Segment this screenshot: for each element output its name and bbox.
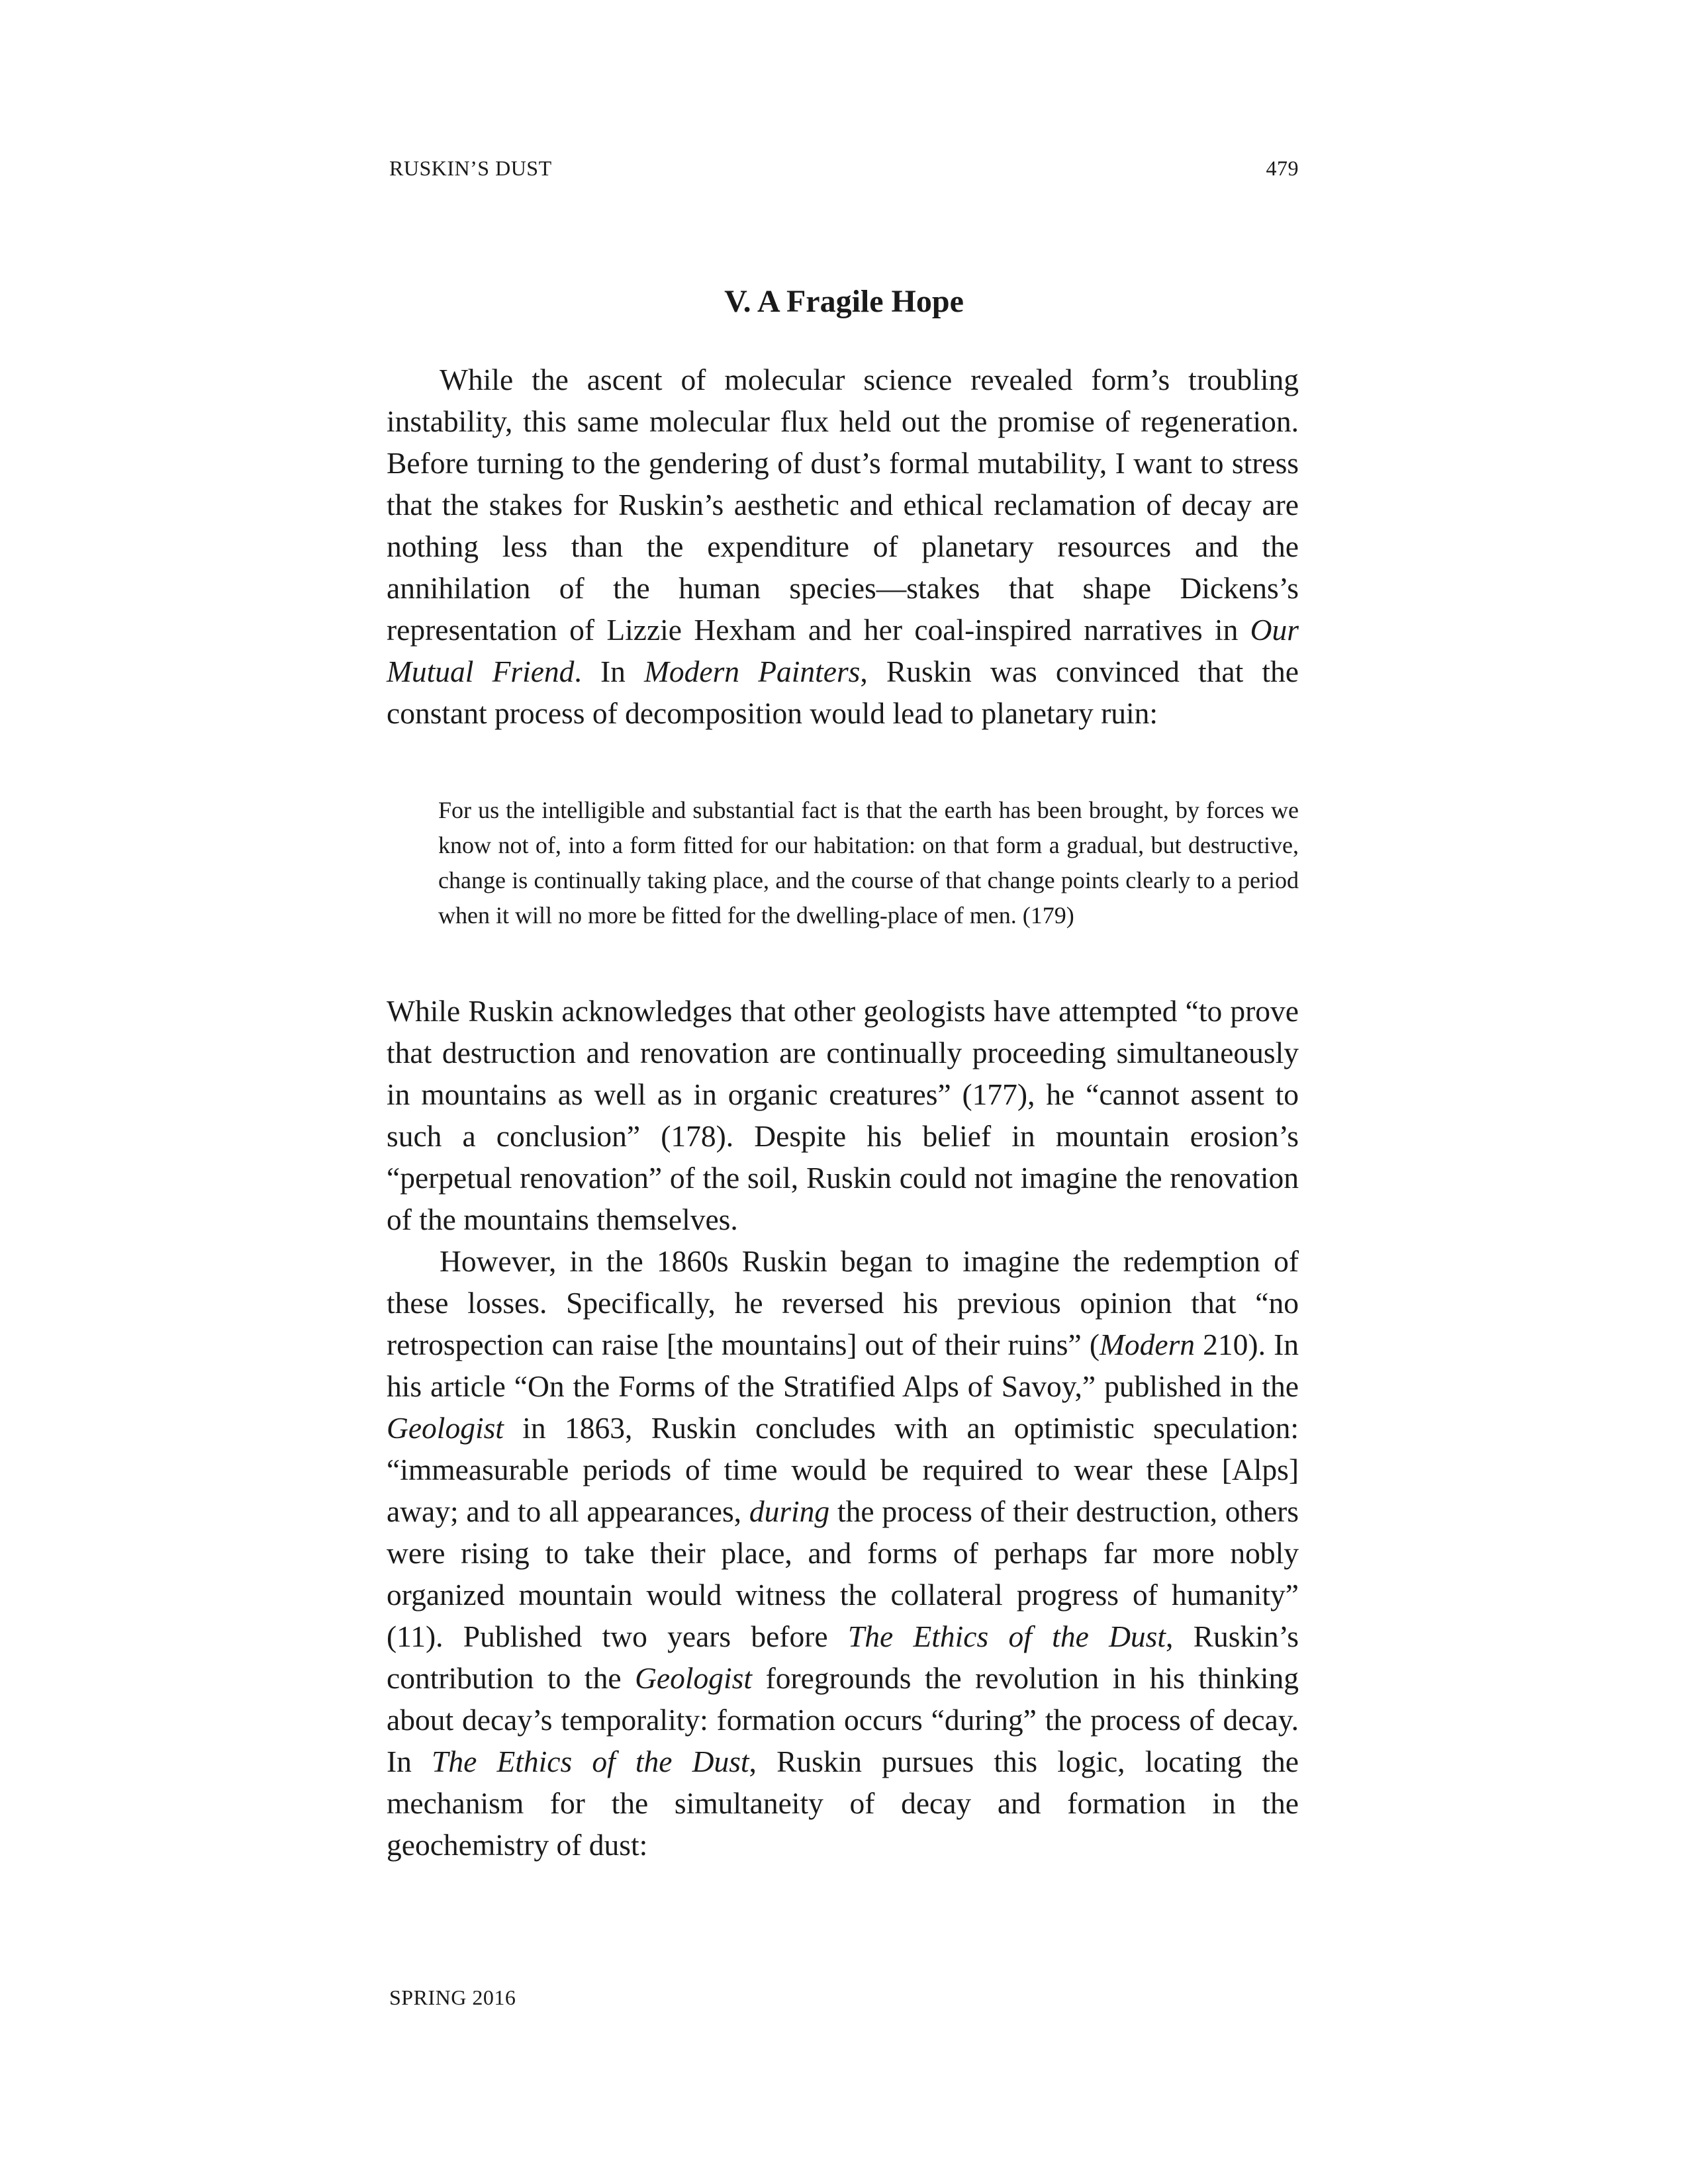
title-modern-painters: Modern Painters [644, 655, 861, 688]
paragraph-2-text: While Ruskin acknowledges that other geologists have attempted “to prove that destruction and renovation are continually proceeding simultaneously in mountains as well as in organic creatures” (177), he “cannot assent to such a conclusion” (178). Despite his belief in mountain erosion’s “perpetual renovation” of the soil, Ruskin could not imagine the renovation of the mountains themselves. [387, 994, 1299, 1236]
emphasis-during: during [749, 1494, 830, 1528]
section-heading: V. A Fragile Hope [724, 284, 964, 319]
footer-issue: SPRING 2016 [389, 1985, 516, 2009]
title-our-mutual-friend: Our Mutual Friend [387, 613, 1299, 688]
paragraph-2 [387, 990, 1299, 1240]
paragraph-1 [387, 359, 1299, 734]
paragraph-3-text: 210). In his article “On the Forms of the Stratified Alps of Savoy,” published in the [387, 1328, 1299, 1403]
paragraph-1-text: While the ascent of molecular science revealed form’s troubling instability, this same molecular flux held out the promise of regeneration. Before turning to the gendering of dust’s formal mutability, I want to stress that the stakes for Ruskin’s aesthetic and ethical reclamation of decay are nothing less than the expenditure of planetary resources and the annihilation of the human species—stakes that shape Dickens’s representation of Lizzie Hexham and her coal-inspired narratives in [387, 363, 1299, 647]
paragraph-3-text: in 1863, Ruskin concludes with an optimistic speculation: “immeasurable periods of time would be required to wear these [Alps] away; and to all appearances, [387, 1411, 1299, 1528]
running-head-title: RUSKIN’S DUST [389, 156, 552, 180]
paragraph-3-text: the process of their destruction, others were rising to take their place, and forms of perhaps far more nobly organized mountain would witness the collateral progress of humanity” (11). Published two years before [387, 1494, 1299, 1653]
title-geologist: Geologist [635, 1661, 753, 1695]
title-ethics-of-the-dust: The Ethics of the Dust [432, 1745, 749, 1778]
paragraph-3 [387, 1240, 1299, 1866]
page-number: 479 [1266, 156, 1299, 180]
paragraph-3-text: , Ruskin pursues this logic, locating the mechanism for the simultaneity of decay and formation in the geochemistry of dust: [387, 1745, 1299, 1862]
paragraph-3-text: foregrounds the revolution in his thinking about decay’s temporality: formation occurs “during” the process of decay. In [387, 1661, 1299, 1778]
title-modern: Modern [1099, 1328, 1196, 1361]
paragraph-3-text: , Ruskin’s contribution to the [387, 1619, 1299, 1695]
title-geologist: Geologist [387, 1411, 504, 1445]
block-quote: For us the intelligible and substantial fact is that the earth has been brought, by forces we know not of, into a form fitted for our habitation: on that form a gradual, but destructive, change is continually taking place, and the course of that change points clearly to a period when it will no more be fitted for the dwelling-place of men. (179) [438, 797, 1299, 929]
title-ethics-of-the-dust: The Ethics of the Dust [847, 1619, 1166, 1653]
paragraph-1-text: . In [574, 655, 644, 688]
paragraph-3-text: However, in the 1860s Ruskin began to imagine the redemption of these losses. Specifically, he reversed his previous opinion that “no retrospection can raise [the mountains] out of their ruins” ( [387, 1244, 1299, 1361]
paragraph-1-text: , Ruskin was convinced that the constant process of decomposition would lead to planetary ruin: [387, 655, 1299, 730]
